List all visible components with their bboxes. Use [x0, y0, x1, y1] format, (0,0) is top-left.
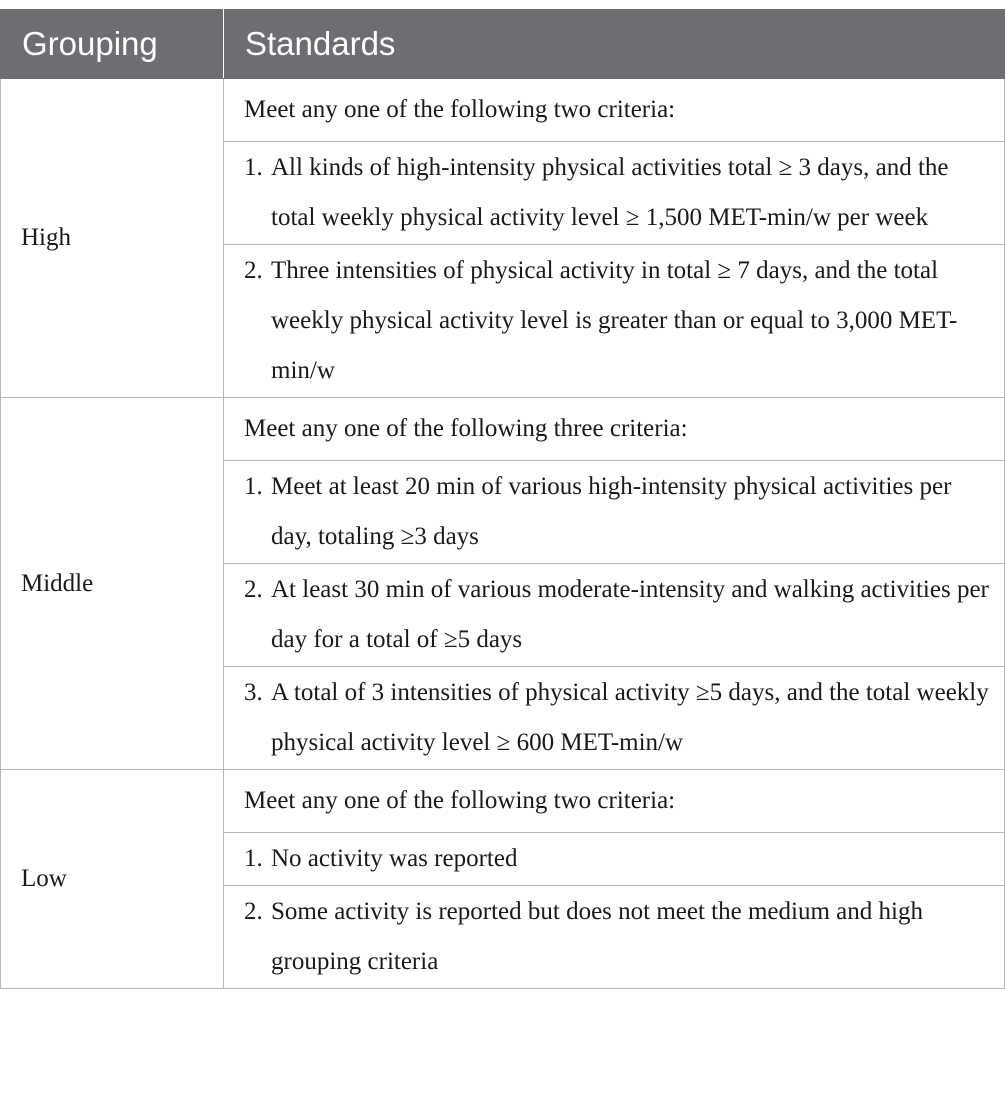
group-low: Low — [1, 770, 224, 989]
header-standards: Standards — [224, 10, 1005, 79]
group-intro: Meet any one of the following two criteria: — [224, 770, 1005, 833]
criterion-cell — [224, 833, 1005, 886]
table-row — [1, 79, 1005, 142]
criterion-text: Meet at least 20 min of various high-intensity physical activities per day, totaling ≥3 days — [271, 473, 952, 550]
criterion-number: 2. — [244, 898, 263, 925]
criterion-number: 2. — [244, 257, 263, 284]
criterion-number: 3. — [244, 679, 263, 706]
table-row — [1, 770, 1005, 833]
criterion-number: 2. — [244, 576, 263, 603]
criterion-cell — [224, 245, 1005, 398]
criterion-cell — [224, 461, 1005, 564]
criterion-number: 1. — [244, 154, 263, 181]
physical-activity-grouping-table — [0, 9, 1005, 989]
group-intro: Meet any one of the following two criteria: — [224, 79, 1005, 142]
header-row — [1, 10, 1005, 79]
group-intro: Meet any one of the following three criteria: — [224, 398, 1005, 461]
criterion-text: At least 30 min of various moderate-intensity and walking activities per day for a total of ≥5 days — [271, 576, 989, 653]
criterion-text: A total of 3 intensities of physical activity ≥5 days, and the total weekly physical activity level ≥ 600 MET-min/w — [271, 679, 989, 756]
criterion-text: No activity was reported — [271, 845, 518, 872]
criterion-cell — [224, 886, 1005, 989]
criterion-cell — [224, 564, 1005, 667]
criterion-cell — [224, 142, 1005, 245]
criterion-cell — [224, 667, 1005, 770]
criterion-number: 1. — [244, 473, 263, 500]
group-middle: Middle — [1, 398, 224, 770]
criterion-text: Some activity is reported but does not meet the medium and high grouping criteria — [271, 898, 923, 975]
group-high: High — [1, 79, 224, 398]
criterion-text: Three intensities of physical activity in total ≥ 7 days, and the total weekly physical activity level is greater than or equal to 3,000 MET-min/w — [271, 257, 958, 384]
criterion-text: All kinds of high-intensity physical activities total ≥ 3 days, and the total weekly physical activity level ≥ 1,500 MET-min/w per week — [271, 154, 949, 231]
header-grouping: Grouping — [1, 10, 224, 79]
criterion-number: 1. — [244, 845, 263, 872]
table-row — [1, 398, 1005, 461]
